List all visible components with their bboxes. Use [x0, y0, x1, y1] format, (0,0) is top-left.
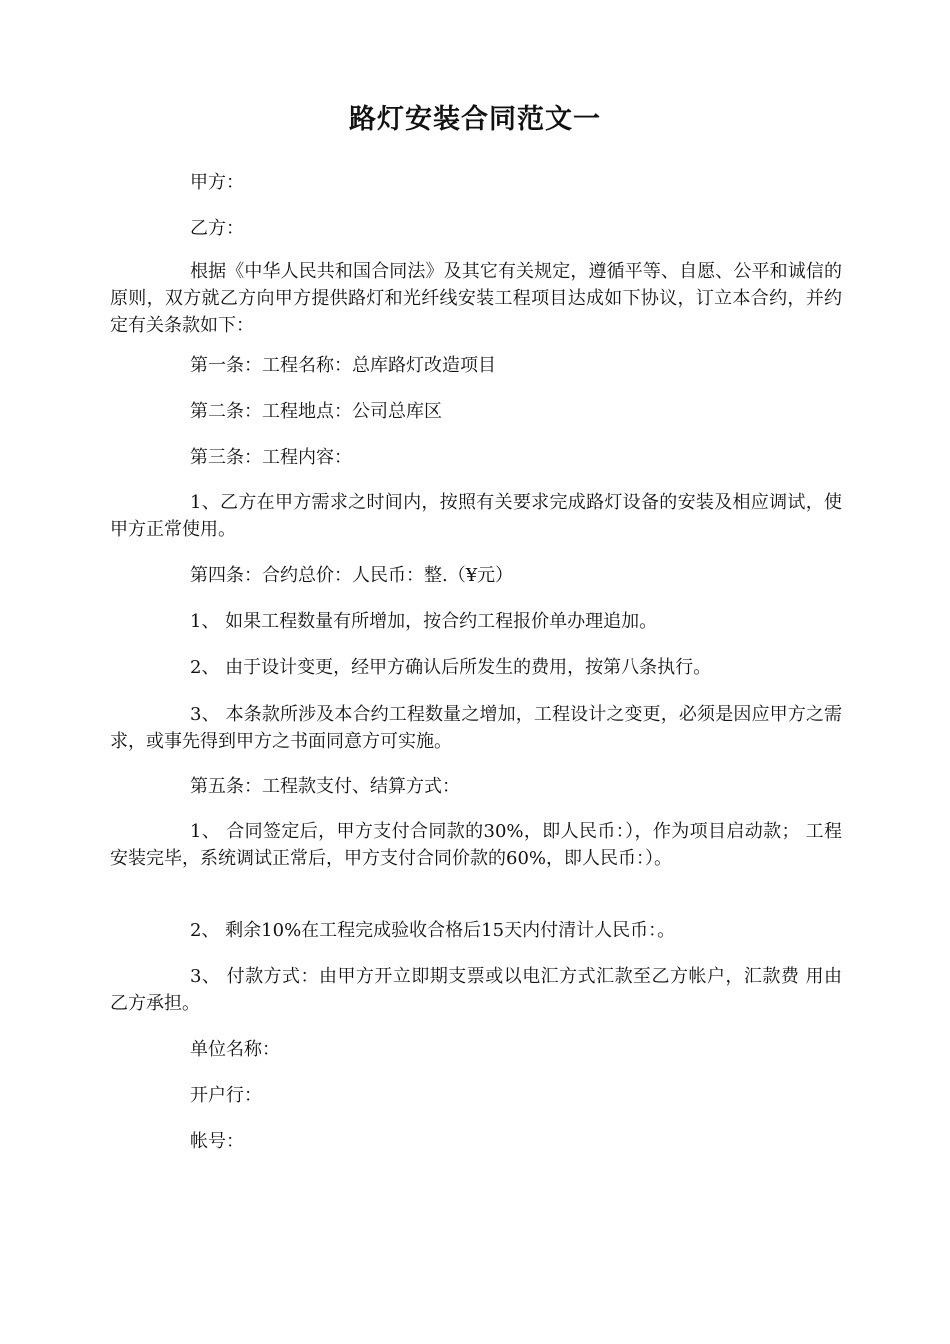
article-2: 第二条：工程地点：公司总库区	[190, 401, 442, 422]
article-5-item-2: 2、 剩余10%在工程完成验收合格后15天内付清计人民币：。	[190, 920, 676, 941]
article-5-item-3: 3、 付款方式：由甲方开立即期支票或以电汇方式汇款至乙方帐户，汇款费 用由乙方承担。	[110, 966, 842, 1014]
preamble-paragraph: 根据《中华人民共和国合同法》及其它有关规定，遵循平等、自愿、公平和诚信的原则，双方就乙方向甲方提供路灯和光纤线安装工程项目达成如下协议，订立本合约，并约定有关条款如下：	[110, 261, 842, 336]
article-3: 第三条：工程内容：	[190, 447, 352, 468]
party-b-line: 乙方：	[190, 218, 244, 239]
article-4-item-3: 3、 本条款所涉及本合约工程数量之增加，工程设计之变更，必须是因应甲方之需求，或事先得到甲方之书面同意方可实施。	[110, 704, 842, 752]
article-4: 第四条：合约总价：人民币：整.（¥元）	[190, 565, 514, 586]
article-1: 第一条：工程名称：总库路灯改造项目	[190, 355, 496, 376]
bank-branch: 开户行：	[190, 1085, 262, 1106]
article-4-item-2: 2、 由于设计变更，经甲方确认后所发生的费用，按第八条执行。	[190, 657, 712, 678]
article-3-item-1: 1、乙方在甲方需求之时间内，按照有关要求完成路灯设备的安装及相应调试，使甲方正常使用。	[110, 492, 842, 540]
bank-account: 帐号：	[190, 1131, 244, 1152]
party-a-line: 甲方：	[190, 172, 244, 193]
article-5: 第五条：工程款支付、结算方式：	[190, 776, 460, 797]
article-5-item-1: 1、 合同签定后，甲方支付合同款的30%，即人民币：），作为项目启动款； 工程安装完毕，系统调试正常后，甲方支付合同价款的60%，即人民币：）。	[110, 821, 842, 869]
bank-unit-name: 单位名称：	[190, 1039, 280, 1060]
document-title: 路灯安装合同范文一	[349, 104, 601, 135]
article-4-item-1: 1、 如果工程数量有所增加，按合约工程报价单办理追加。	[190, 611, 658, 632]
